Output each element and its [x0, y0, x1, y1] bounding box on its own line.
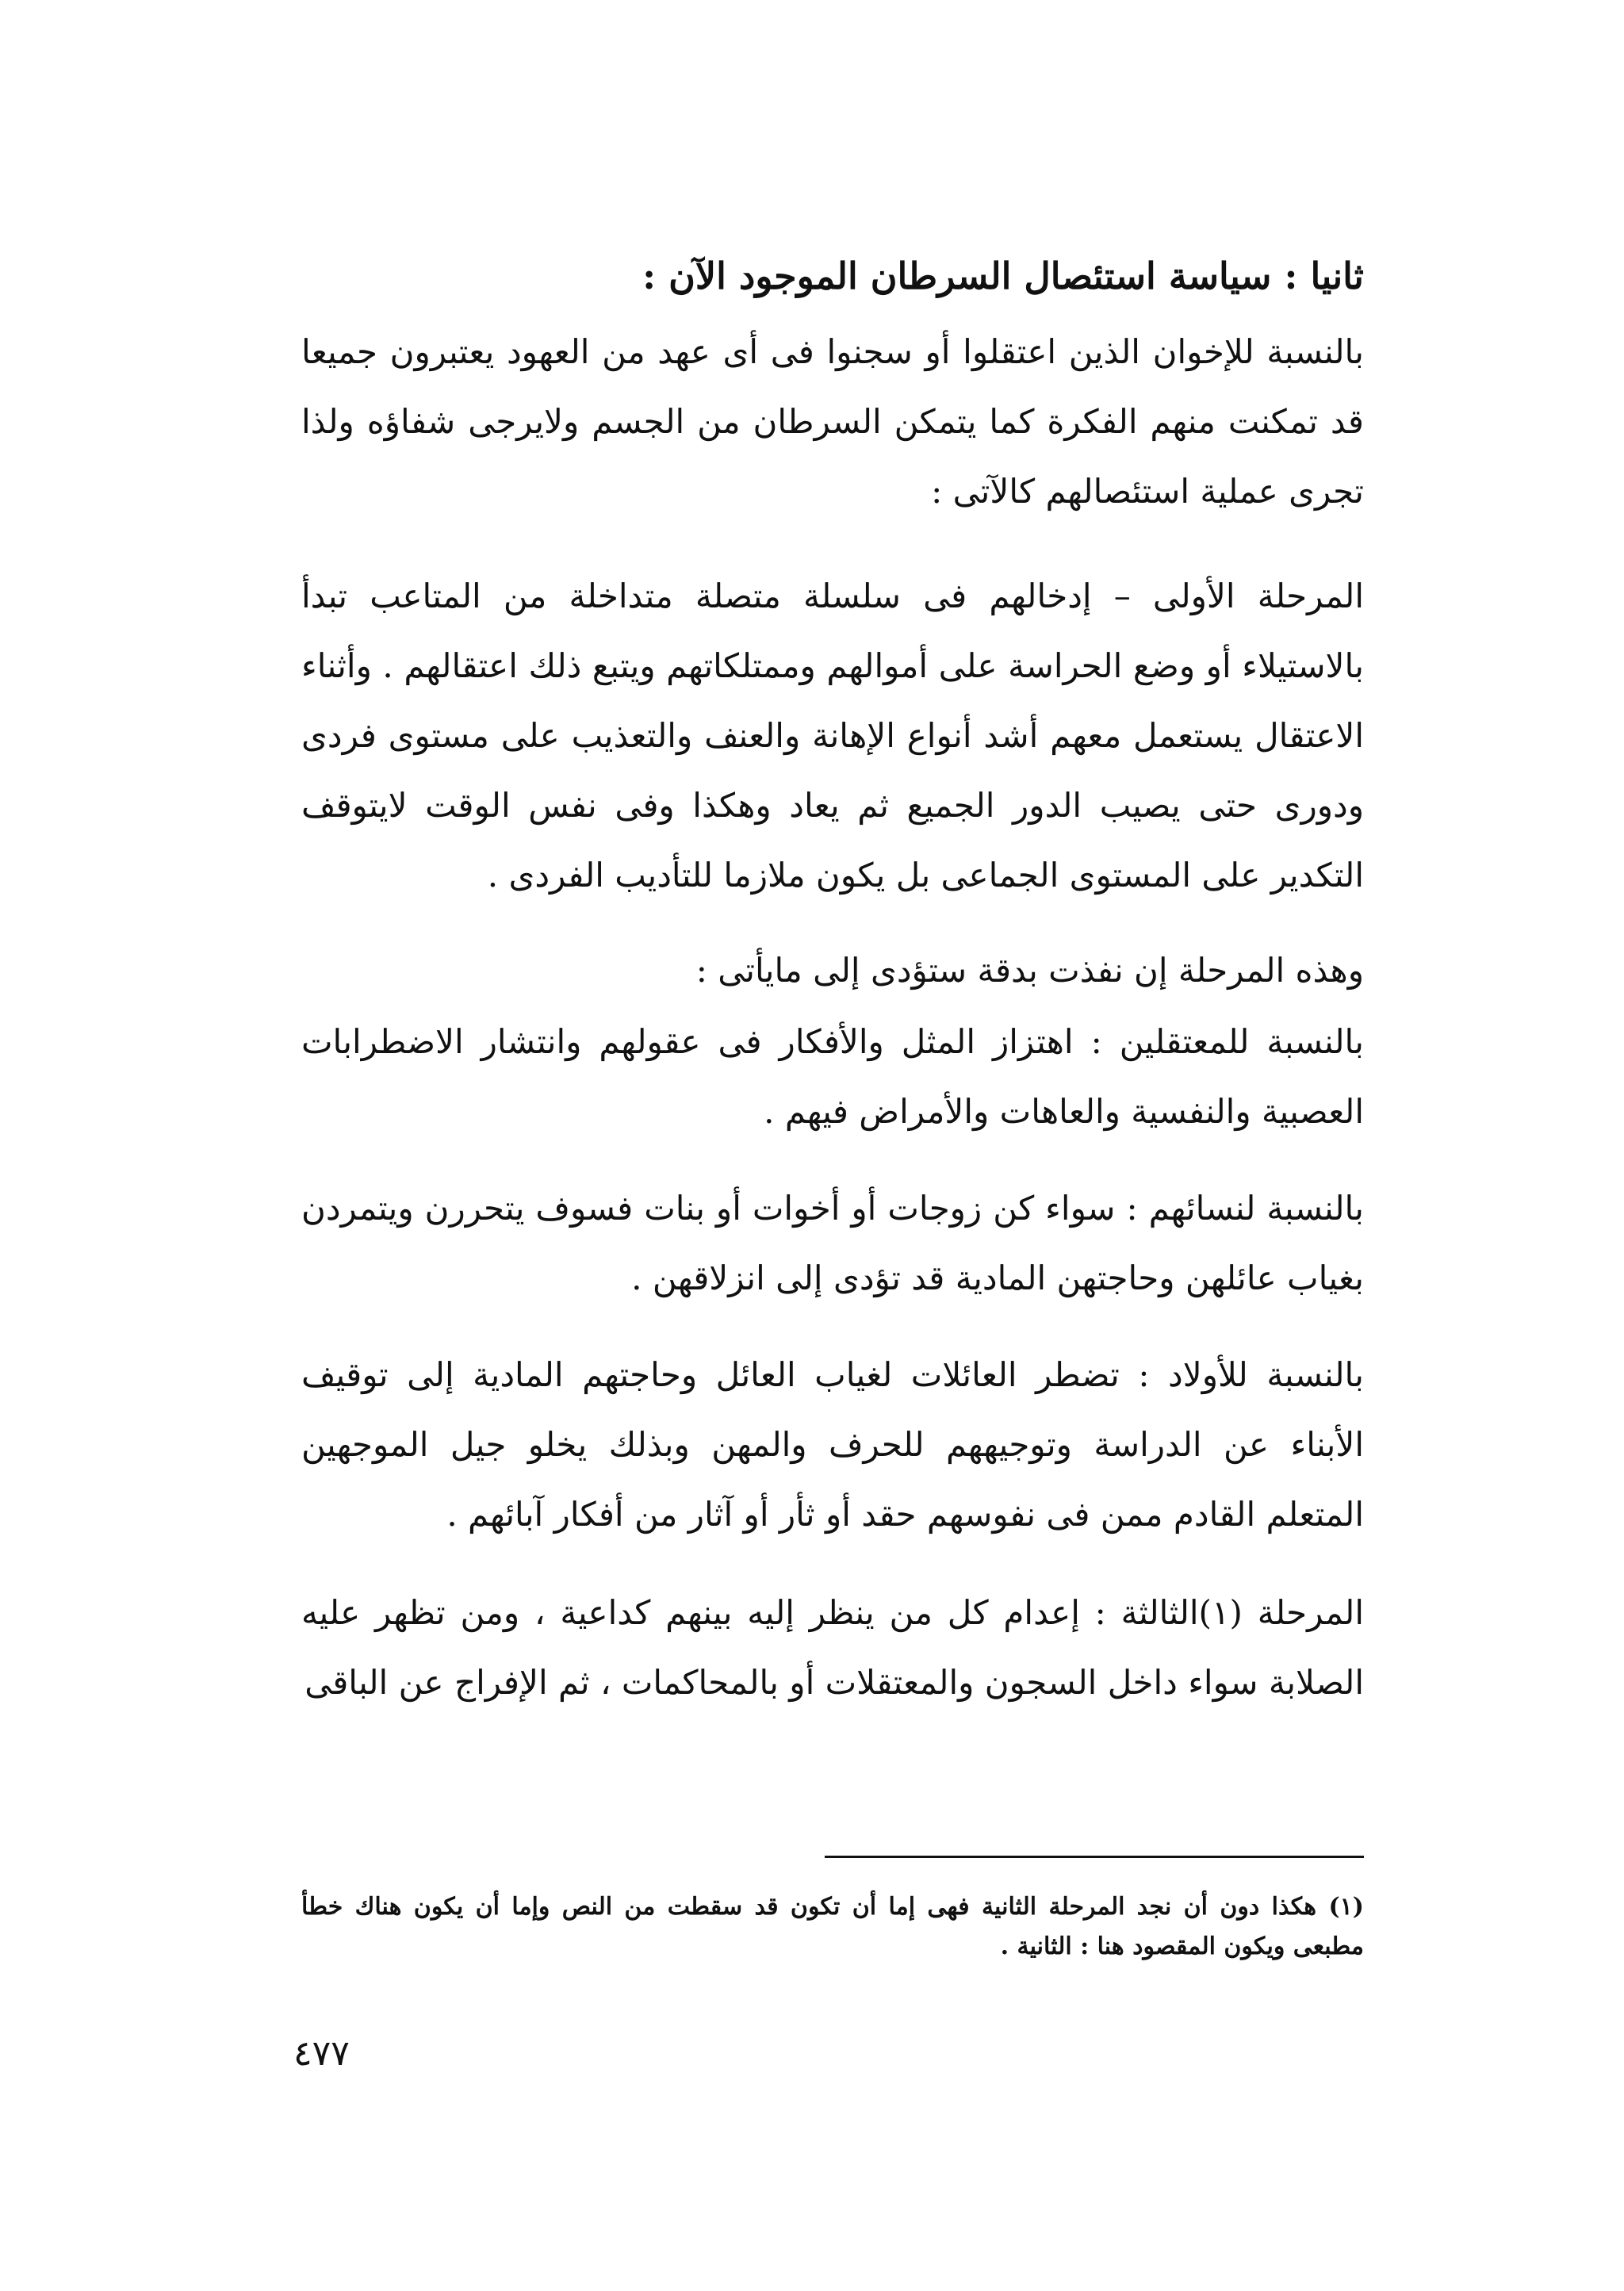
paragraph-children: بالنسبة للأولاد : تضطر العائلات لغياب العائل وحاجتهم المادية إلى توقيف الأبناء عن الدراسة وتوجيههم للحرف والمهن وبذلك يخلو جيل الموجهين المتعلم القادم ممن فى نفوسهم حقد أو ثأر أو آثار من أفكار آبائهم . [301, 1355, 1364, 1534]
section-heading: ثانيا : سياسة استئصال السرطان الموجود الآن : [642, 255, 1364, 297]
footnote-divider [825, 1856, 1364, 1858]
paragraph-stage-one: المرحلة الأولى – إدخالهم فى سلسلة متصلة متداخلة من المتاعب تبدأ بالاستيلاء أو وضع الحراسة على أموالهم وممتلكاتهم ويتبع ذلك اعتقالهم . وأثناء الاعتقال يستعمل معهم أشد أنواع الإهانة والعنف والتعذيب على مستوى فردى ودورى حتى يصيب الدور الجميع ثم يعاد وهكذا وفى نفس الوقت لايتوقف التكدير على المستوى الجماعى بل يكون ملازما للتأديب الفردى . [301, 577, 1364, 895]
paragraph-stage-consequences: وهذه المرحلة إن نفذت بدقة ستؤدى إلى مايأتى : [695, 951, 1364, 990]
paragraph-intro: بالنسبة للإخوان الذين اعتقلوا أو سجنوا فى أى عهد من العهود يعتبرون جميعا قد تمكنت منهم الفكرة كما يتمكن السرطان من الجسم ولايرجى شفاؤه ولذا تجرى عملية استئصالهم كالآتى : [301, 332, 1364, 511]
paragraph-stage-three: المرحلة (١)الثالثة : إعدام كل من ينظر إليه بينهم كداعية ، ومن تظهر عليه الصلابة سواء داخل السجون والمعتقلات أو بالمحاكمات ، ثم الإفراج عن الباقى [301, 1593, 1364, 1702]
paragraph-detainees: بالنسبة للمعتقلين : اهتزاز المثل والأفكار فى عقولهم وانتشار الاضطرابات العصبية والنفسية والعاهات والأمراض فيهم . [301, 1022, 1364, 1131]
paragraph-wives: بالنسبة لنسائهم : سواء كن زوجات أو أخوات أو بنات فسوف يتحررن ويتمردن بغياب عائلهن وحاجتهن المادية قد تؤدى إلى انزلاقهن . [301, 1189, 1364, 1297]
footnote: (١) هكذا دون أن نجد المرحلة الثانية فهى إما أن تكون قد سقطت من النص وإما أن يكون هناك خطأ مطبعى ويكون المقصود هنا : الثانية . [301, 1893, 1364, 1960]
page-number: ٤٧٧ [293, 2033, 350, 2074]
